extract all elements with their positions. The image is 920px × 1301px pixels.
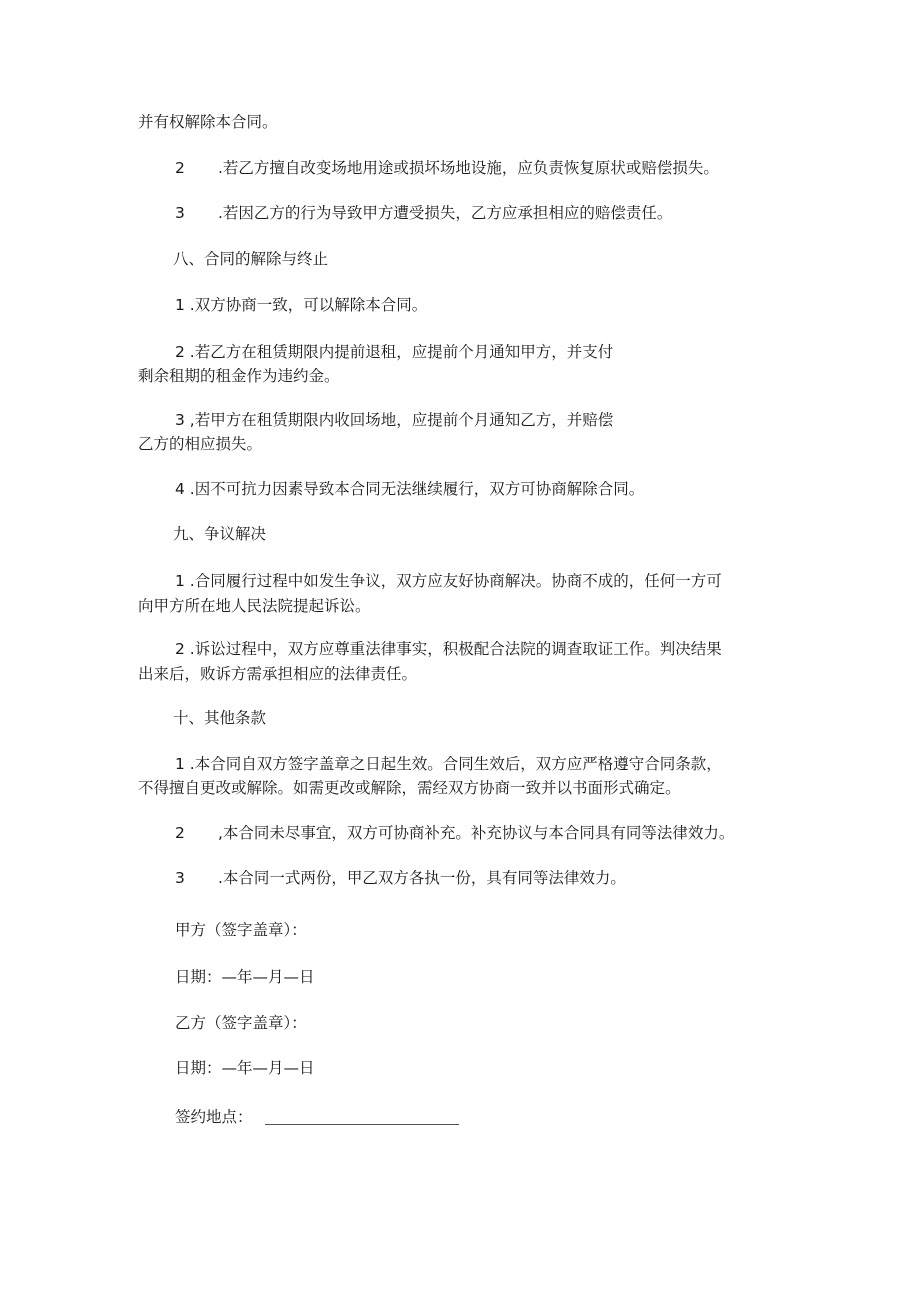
clause-7-2-number: 2 (175, 159, 185, 177)
clause-10-1-line-1: 1 .本合同自双方签字盖章之日起生效。合同生效后，双方应严格遵守合同条款， (175, 755, 722, 773)
party-b-date: 日期：—年—月—日 (175, 1059, 315, 1077)
section-8-heading: 八、合同的解除与终止 (173, 250, 329, 268)
clause-10-3-number: 3 (175, 869, 185, 887)
clause-9-1-line-1: 1 .合同履行过程中如发生争议，双方应友好协商解决。协商不成的，任何一方可 (175, 572, 722, 590)
clause-9-2-line-2: 出来后，败诉方需承担相应的法律责任。 (138, 665, 418, 683)
clause-8-4: 4 .因不可抗力因素导致本合同无法继续履行，双方可协商解除合同。 (175, 480, 645, 498)
paragraph-continuation: 并有权解除本合同。 (138, 113, 278, 131)
clause-7-3-number: 3 (175, 204, 185, 222)
clause-9-2-line-1: 2 .诉讼过程中，双方应尊重法律事实，积极配合法院的调查取证工作。判决结果 (175, 640, 722, 658)
clause-8-3-line-2: 乙方的相应损失。 (138, 435, 263, 453)
clause-10-3-text: .本合同一式两份，甲乙双方各执一份，具有同等法律效力。 (218, 869, 626, 887)
party-b-signature-label: 乙方（签字盖章）： (175, 1014, 307, 1032)
party-a-date: 日期：—年—月—日 (175, 968, 315, 986)
clause-10-2-number: 2 (175, 824, 185, 842)
section-9-heading: 九、争议解决 (173, 525, 267, 543)
clause-7-2-text: .若乙方擅自改变场地用途或损坏场地设施，应负责恢复原状或赔偿损失。 (218, 159, 719, 177)
clause-9-1-line-2: 向甲方所在地人民法院提起诉讼。 (138, 597, 371, 615)
signing-place-blank-line (265, 1124, 459, 1125)
clause-10-2-text: ,本合同未尽事宜，双方可协商补充。补充协议与本合同具有同等法律效力。 (218, 824, 735, 842)
clause-8-1: 1 .双方协商一致，可以解除本合同。 (175, 296, 428, 314)
clause-8-2-line-2: 剩余租期的租金作为违约金。 (138, 367, 340, 385)
section-10-heading: 十、其他条款 (173, 709, 267, 727)
signing-place-label: 签约地点： (175, 1108, 253, 1126)
clause-10-1-line-2: 不得擅自更改或解除。如需更改或解除，需经双方协商一致并以书面形式确定。 (138, 779, 681, 797)
clause-8-2-line-1: 2 .若乙方在租赁期限内提前退租，应提前个月通知甲方，并支付 (175, 343, 614, 361)
party-a-signature-label: 甲方（签字盖章）： (175, 921, 307, 939)
clause-8-3-line-1: 3 ,若甲方在租赁期限内收回场地，应提前个月通知乙方，并赔偿 (175, 411, 614, 429)
clause-7-3-text: .若因乙方的行为导致甲方遭受损失，乙方应承担相应的赔偿责任。 (218, 204, 673, 222)
